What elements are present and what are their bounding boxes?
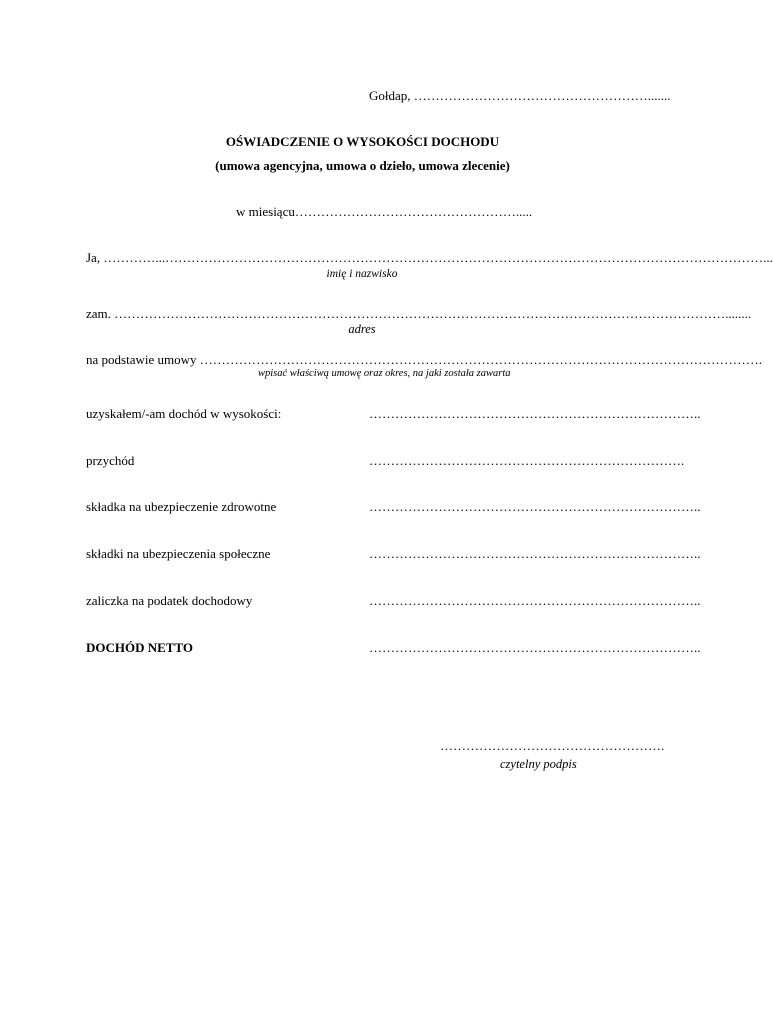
row-label-tax-advance: zaliczka na podatek dochodowy	[86, 593, 253, 608]
row-field-social-insurance[interactable]: …………………………………………………………………..	[369, 546, 701, 561]
document-subtitle: (umowa agencyjna, umowa o dzieło, umowa zlecenie)	[215, 158, 510, 173]
month-label: w miesiącu	[236, 204, 295, 219]
month-field[interactable]: …………………………………………….....	[294, 204, 533, 219]
contract-label: na podstawie umowy	[86, 352, 197, 367]
month-line	[236, 204, 532, 220]
address-field[interactable]: ……………………………………………………………………………………………………………………………........	[114, 306, 752, 321]
signature-hint: czytelny podpis	[500, 757, 577, 771]
address-label: zam.	[86, 306, 111, 321]
contract-hint: wpisać właściwą umowę oraz okres, na jaki została zawarta	[258, 368, 511, 379]
place-label: Gołdap,	[369, 88, 411, 103]
contract-line	[86, 352, 762, 368]
row-field-income[interactable]: …………………………………………………………………..	[369, 406, 701, 421]
contract-field[interactable]: ………………………………………………………………………………………………………………….	[199, 352, 762, 367]
name-line	[86, 250, 773, 266]
signature-field[interactable]: …………………………………………….	[440, 738, 665, 753]
row-label-revenue: przychód	[86, 453, 135, 468]
place-date-line	[369, 88, 671, 104]
name-hint: imię i nazwisko	[326, 268, 398, 280]
row-field-tax-advance[interactable]: …………………………………………………………………..	[369, 593, 701, 608]
name-field[interactable]: …………...…………………………………………………………………………………………………………………………...	[103, 250, 773, 265]
name-label: Ja,	[86, 250, 101, 265]
row-field-revenue[interactable]: ……………………………………………………………….	[369, 453, 685, 468]
row-label-social-insurance: składki na ubezpieczenia społeczne	[86, 546, 271, 561]
date-field[interactable]: ……………………………………………….......	[413, 88, 671, 103]
row-label-income: uzyskałem/-am dochód w wysokości:	[86, 406, 282, 421]
address-hint: adres	[348, 322, 376, 336]
address-line	[86, 306, 752, 322]
row-field-health-insurance[interactable]: …………………………………………………………………..	[369, 499, 701, 514]
row-label-health-insurance: składka na ubezpieczenie zdrowotne	[86, 499, 277, 514]
row-field-net-income[interactable]: …………………………………………………………………..	[369, 640, 701, 655]
row-label-net-income: DOCHÓD NETTO	[86, 640, 194, 655]
document-title: OŚWIADCZENIE O WYSOKOŚCI DOCHODU	[225, 134, 500, 149]
